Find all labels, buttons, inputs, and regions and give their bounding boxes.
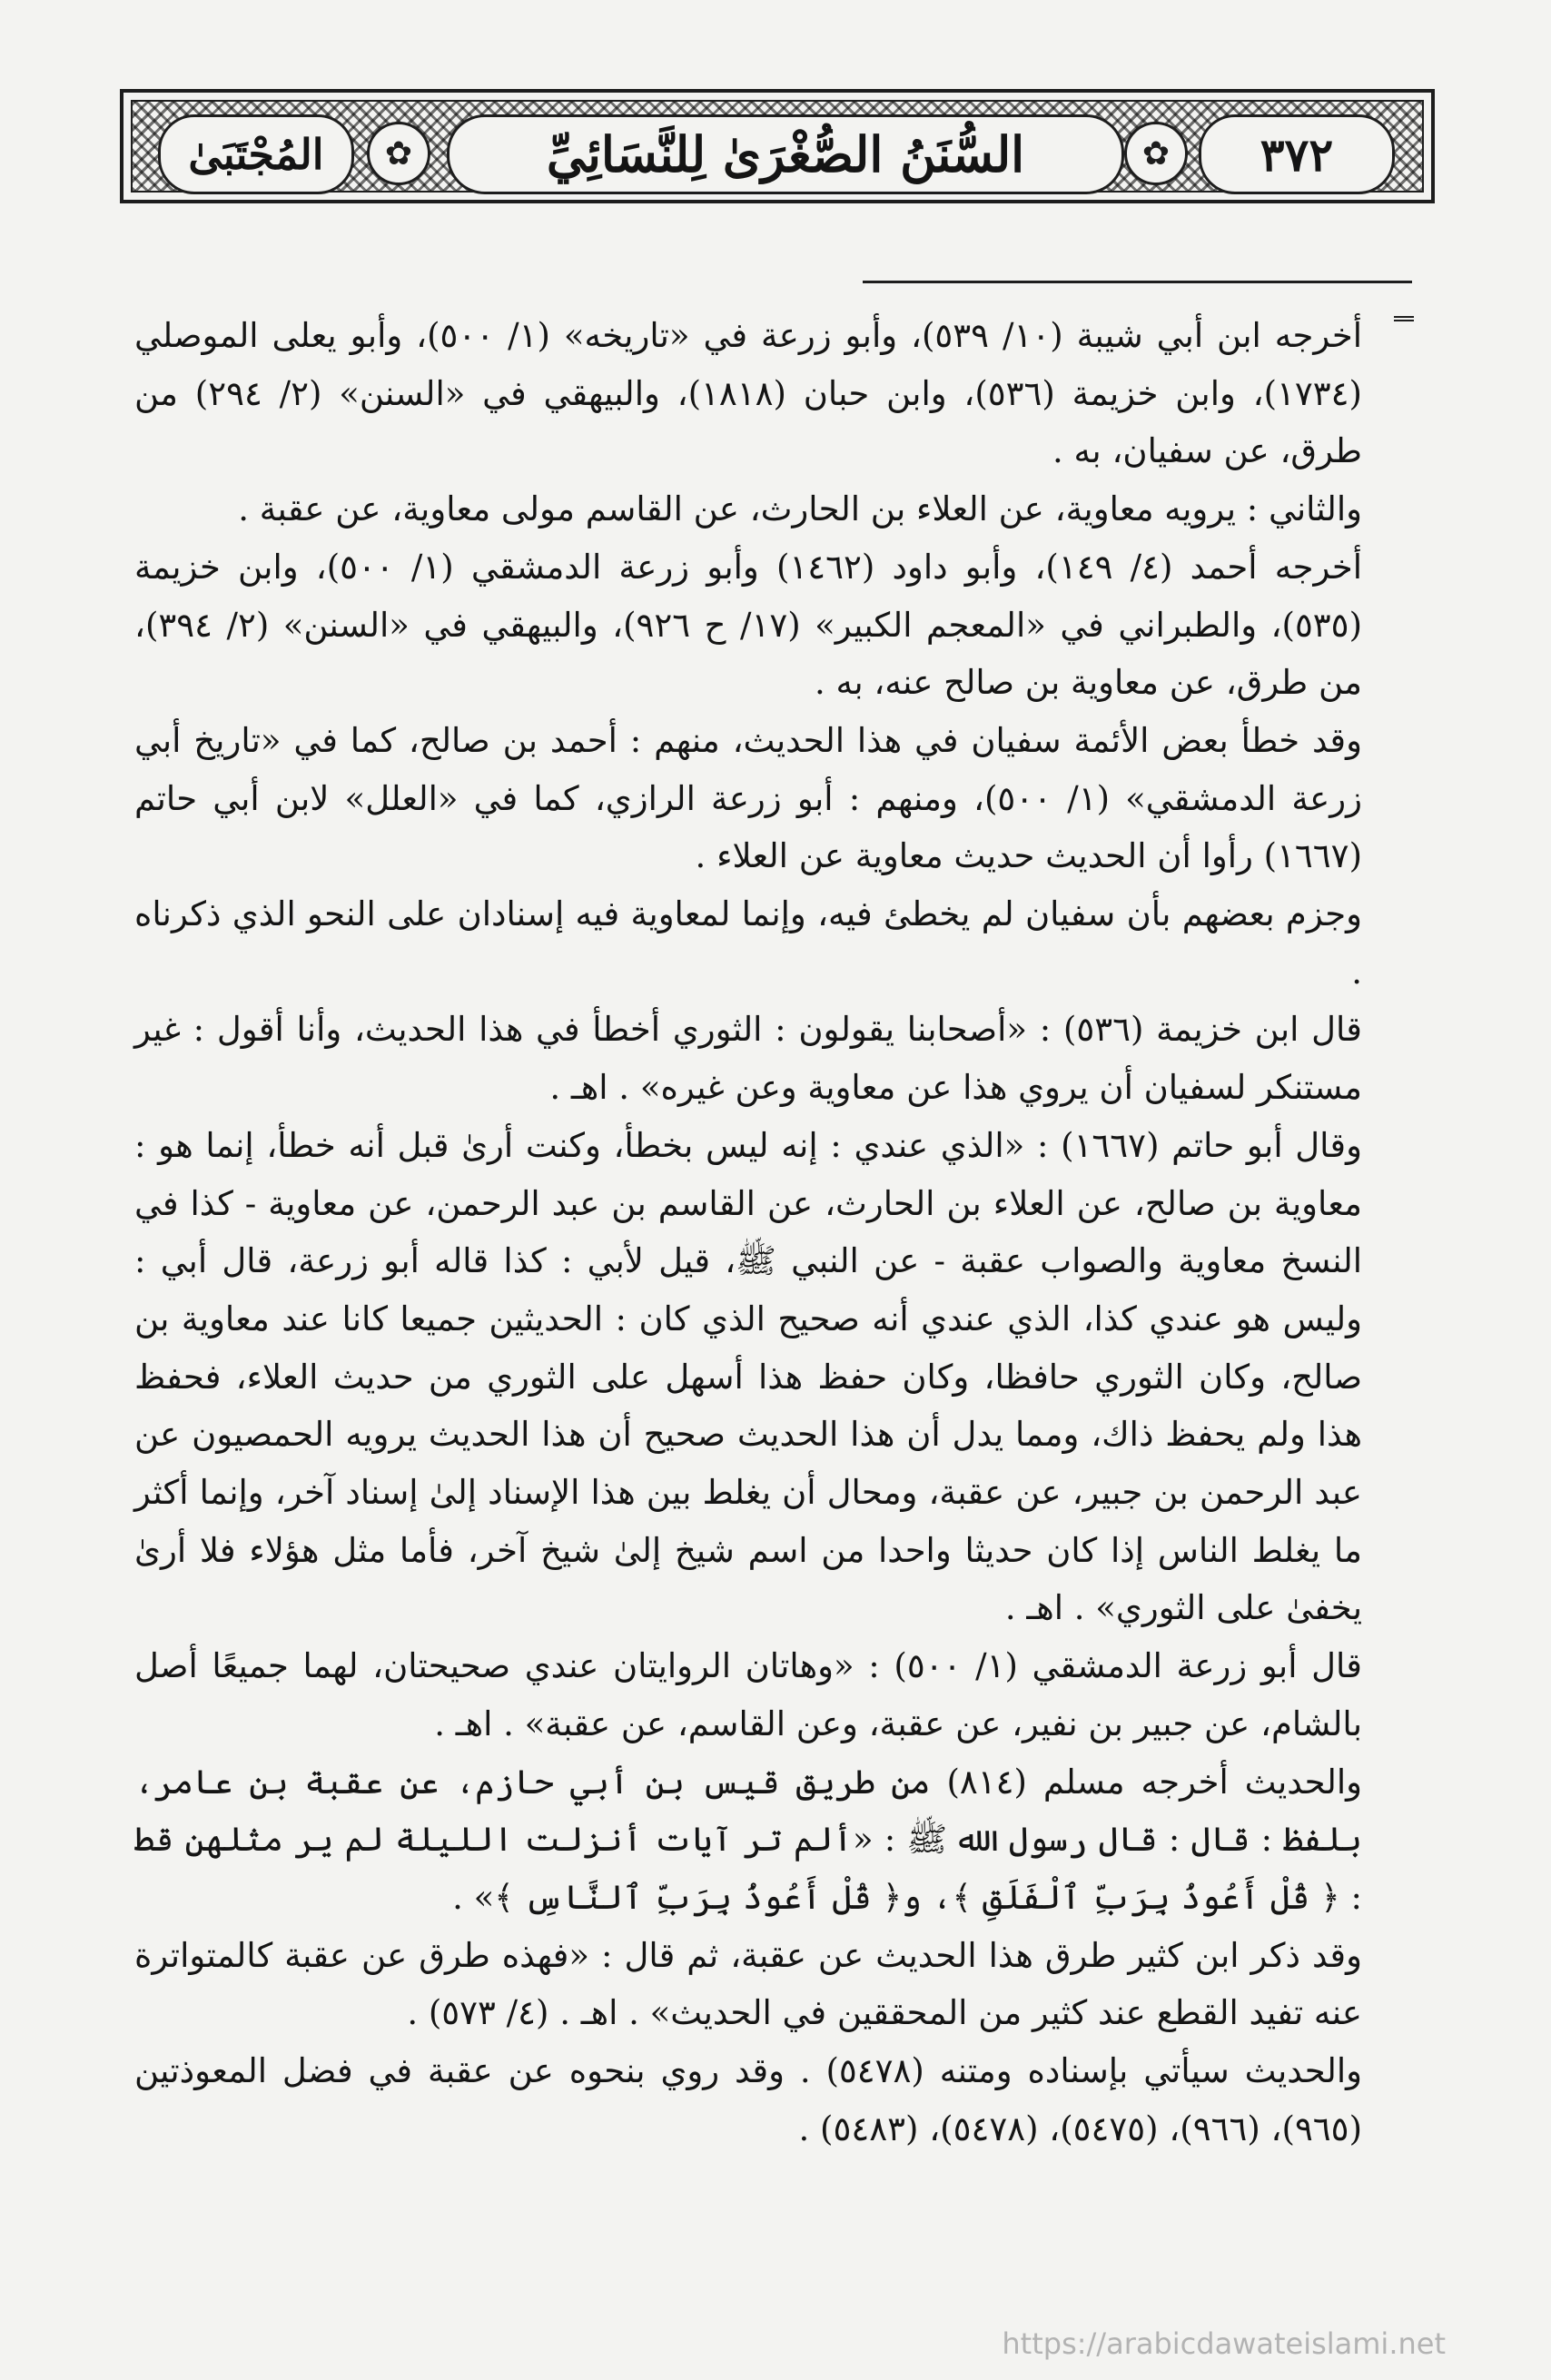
watermark-url: https://arabicdawateislami.net (1002, 2326, 1446, 2361)
paragraph: والحديث سيأتي بإسناده ومتنه (٥٤٧٨) . وقد روي بنحوه عن عقبة في فضل المعوذتين (٩٦٥)، (٩٦٦)، (٥٤٧٥)، (٥٤٧٨)، (٥٤٨٣) . (134, 2051, 1362, 2148)
header-ornamental-frame (131, 100, 1424, 193)
book-title-cartouche (447, 114, 1124, 194)
series-label: المُجْتَبَىٰ (188, 130, 324, 179)
series-label-box (158, 114, 354, 194)
paragraph: قال ابن خزيمة (٥٣٦) : «أصحابنا يقولون : الثوري أخطأ في هذا الحديث، وأنا أقول : غير مستنكر لسفيان أن يروي هذا عن معاوية وعن غيره» . اهـ . (134, 1010, 1362, 1108)
paragraph: والثاني : يرويه معاوية، عن العلاء بن الحارث، عن القاسم مولى معاوية، عن عقبة . (238, 489, 1362, 529)
paragraph: وقد خطأ بعض الأئمة سفيان في هذا الحديث، منهم : أحمد بن صالح، كما في «تاريخ أبي زرعة الدمشقي» (١/ ٥٠٠)، ومنهم : أبو زرعة الرازي، كما في «العلل» لابن أبي حاتم (١٦٦٧) رأوا أن الحديث حديث معاوية عن العلاء . (134, 720, 1362, 876)
page-number-box (1199, 114, 1395, 194)
paragraph: قال أبو زرعة الدمشقي (١/ ٥٠٠) : «وهاتان الروايتان عندي صحيحتان، لهما جميعًا أصل بالشام، عن جبير بن نفير، عن عقبة، وعن القاسم، عن عقبة» . اهـ . (134, 1646, 1362, 1743)
paragraph: أخرجه ابن أبي شيبة (١٠/ ٥٣٩)، وأبو زرعة في «تاريخه» (١/ ٥٠٠)، وأبو يعلى الموصلي (١٧٣٤)، وابن خزيمة (٥٣٦)، وابن حبان (١٨١٨)، والبيهقي في «السنن» (٢/ ٢٩٤) من طرق، عن سفيان، به . (134, 316, 1362, 471)
rosette-icon: ✿ (1124, 122, 1188, 185)
paragraph: وجزم بعضهم بأن سفيان لم يخطئ فيه، وإنما لمعاوية فيه إسنادان على النحو الذي ذكرناه . (134, 894, 1362, 992)
footnote-body (134, 307, 1362, 2158)
footnote-separator-rule (863, 281, 1412, 283)
paragraph: والحديث أخرجه مسلم (٨١٤) من طريق قيس بن أبي حازم، عن عقبة بن عامر، بلفظ : قال : قال رسول الله ﷺ : «ألم تر آيات أنزلت الليلة لم ير مثلهن قط : ﴿ قُلْ أَعُوذُ بِرَبِّ ٱلْفَلَقِ ﴾، و﴿ قُلْ أَعُوذُ بِرَبِّ ٱلنَّاسِ ﴾» . (134, 1762, 1362, 1917)
page-number: ٣٧٢ (1260, 127, 1334, 182)
paragraph: وقد ذكر ابن كثير طرق هذا الحديث عن عقبة، ثم قال : «فهذه طرق عن عقبة كالمتواترة عنه تفيد القطع عند كثير من المحققين في الحديث» . اهـ . (٤/ ٥٧٣) . (134, 1935, 1362, 2033)
rosette-icon: ✿ (367, 122, 430, 185)
paragraph: وقال أبو حاتم (١٦٦٧) : «الذي عندي : إنه ليس بخطأ، وكنت أرىٰ قبل أنه خطأ، إنما هو : معاوية بن صالح، عن العلاء بن الحارث، عن القاسم بن عبد الرحمن، عن معاوية - كذا في النسخ معاوية والصواب عقبة - عن النبي ﷺ، قيل لأبي : كذا قاله أبو زرعة، قال أبي : وليس هو عندي كذا، الذي عندي أنه صحيح الذي كان : الحديثين جميعا كانا عند معاوية بن صالح، وكان الثوري حافظا، وكان حفظ هذا أسهل على الثوري من حديث العلاء، فحفظ هذا ولم يحفظ ذاك، ومما يدل أن هذا الحديث صحيح أن هذا الحديث يرويه الحمصيون عن عبد الرحمن بن جبير، عن عقبة، ومحال أن يغلط بين هذا الإسناد إلىٰ إسناد آخر، وإنما أكثر ما يغلط الناس إذا كان حديثا واحدا من اسم شيخ إلىٰ شيخ آخر، فأما مثل هؤلاء فلا أرىٰ يخفىٰ على الثوري» . اهـ . (134, 1125, 1362, 1628)
paragraph: أخرجه أحمد (٤/ ١٤٩)، وأبو داود (١٤٦٢) وأبو زرعة الدمشقي (١/ ٥٠٠)، وابن خزيمة (٥٣٥)، والطبراني في «المعجم الكبير» (١٧/ ح ٩٢٦)، والبيهقي في «السنن» (٢/ ٣٩٤)، من طرق، عن معاوية بن صالح عنه، به . (134, 547, 1363, 703)
book-title: السُّنَنُ الصُّغْرَىٰ لِلنَّسَائِيِّ (546, 125, 1025, 183)
continuation-mark (1394, 316, 1414, 321)
page-header (120, 89, 1435, 203)
